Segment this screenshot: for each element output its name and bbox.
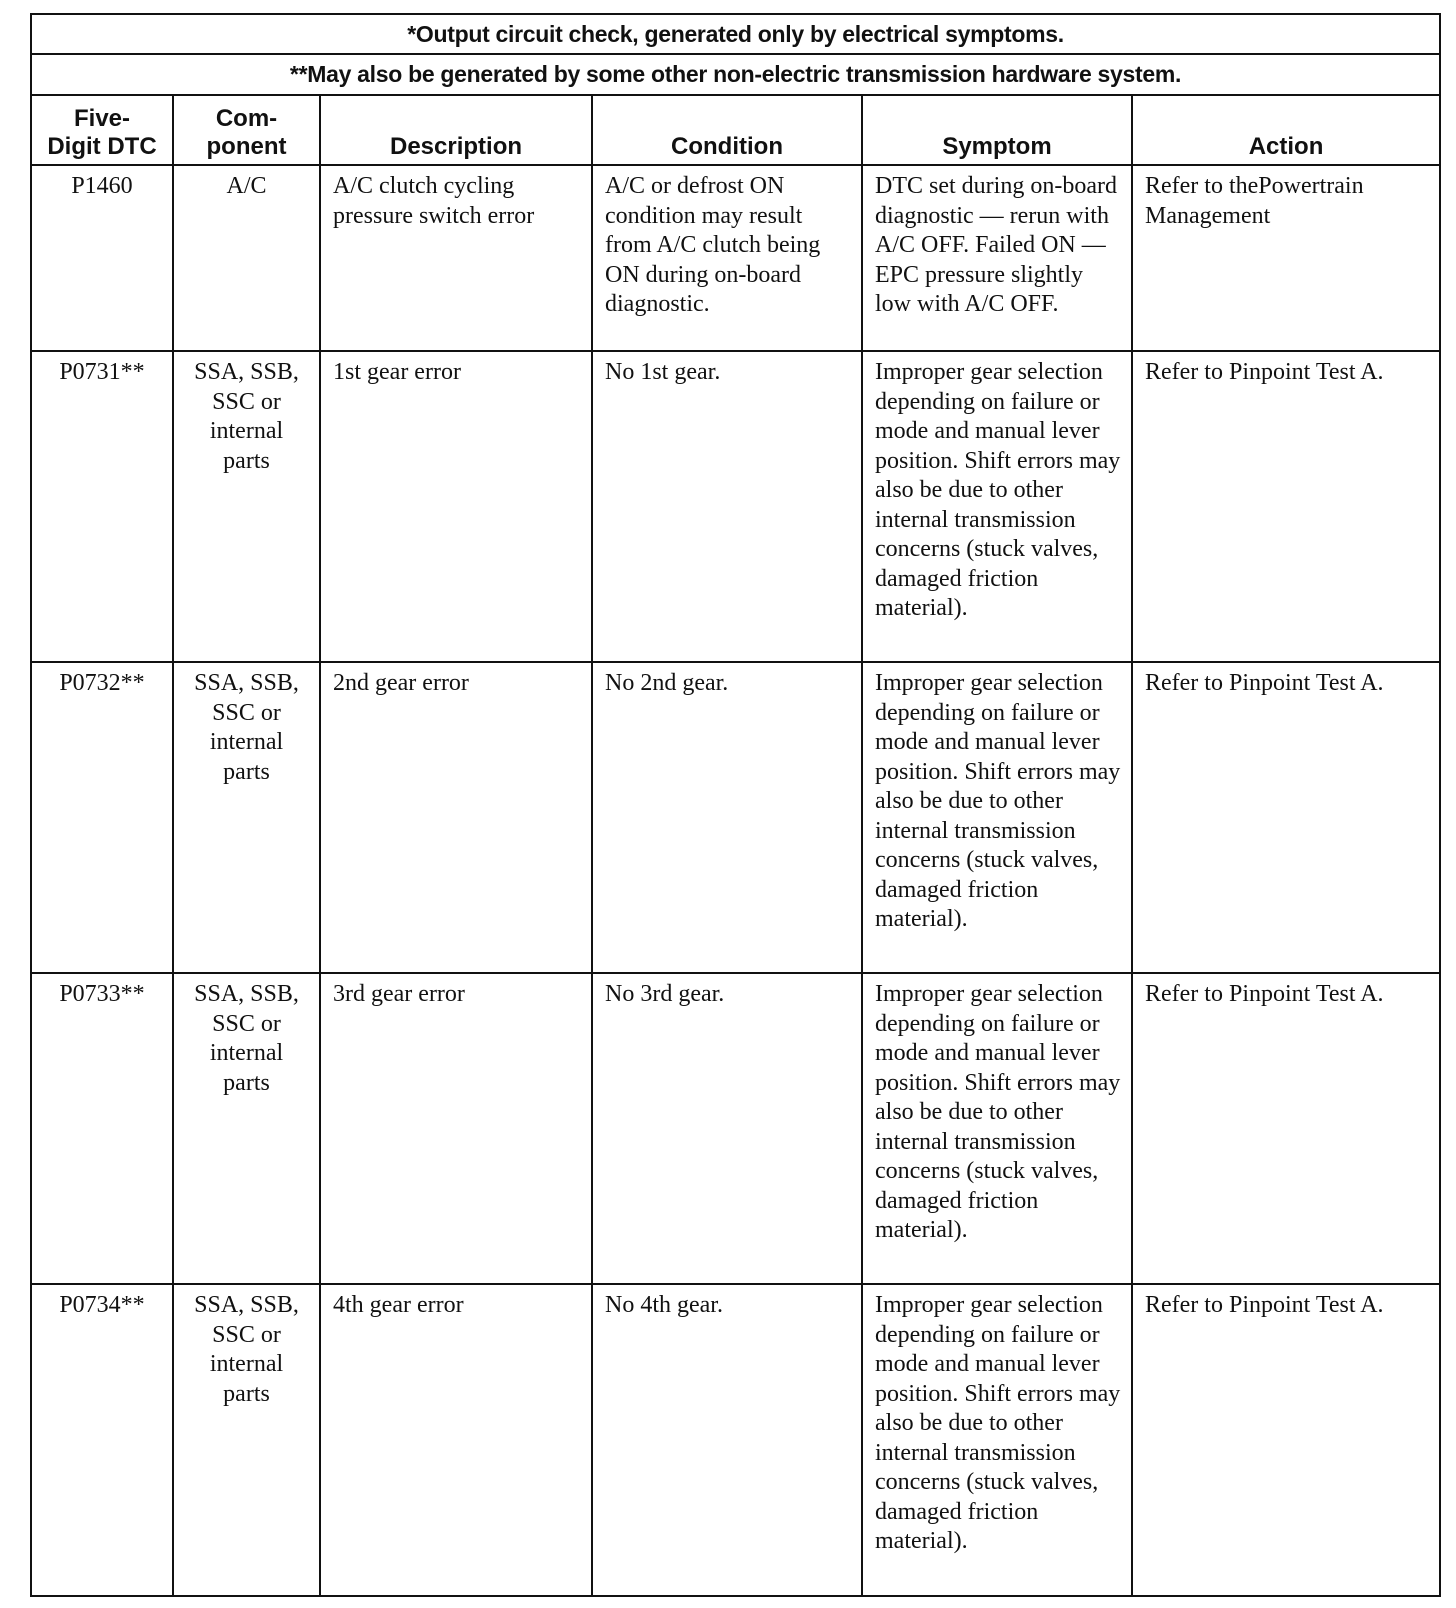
note-output-circuit: *Output circuit check, generated only by electrical symptoms. — [31, 14, 1440, 54]
table-row — [31, 165, 1440, 351]
component: SSA, SSB, SSC or internal parts — [173, 973, 320, 1284]
description: 4th gear error — [320, 1284, 592, 1596]
table-row — [31, 1284, 1440, 1596]
component: SSA, SSB, SSC or internal parts — [173, 351, 320, 662]
dtc-code: P0731** — [31, 351, 173, 662]
dtc-code: P1460 — [31, 165, 173, 351]
dtc-code: P0734** — [31, 1284, 173, 1596]
component: SSA, SSB, SSC or internal parts — [173, 1284, 320, 1596]
note-row-non-electric — [31, 54, 1440, 95]
description: 1st gear error — [320, 351, 592, 662]
condition: A/C or defrost ON condition may result from A/C clutch being ON during on-board diagnostic. — [592, 165, 862, 351]
note-non-electric: **May also be generated by some other non-electric transmission hardware system. — [31, 54, 1440, 95]
header-dtc: Five- Digit DTC — [31, 95, 173, 165]
note-row-output-circuit — [31, 14, 1440, 54]
dtc-code: P0733** — [31, 973, 173, 1284]
component: SSA, SSB, SSC or internal parts — [173, 662, 320, 973]
symptom: Improper gear selection depending on failure or mode and manual lever position. Shift errors may also be due to other internal transmission concerns (stuck valves, damaged friction material). — [862, 662, 1132, 973]
condition: No 4th gear. — [592, 1284, 862, 1596]
symptom: Improper gear selection depending on failure or mode and manual lever position. Shift errors may also be due to other internal transmission concerns (stuck valves, damaged friction material). — [862, 351, 1132, 662]
description: 3rd gear error — [320, 973, 592, 1284]
table-row — [31, 351, 1440, 662]
dtc-code: P0732** — [31, 662, 173, 973]
header-symptom: Symptom — [862, 95, 1132, 165]
action: Refer to Pinpoint Test A. — [1132, 351, 1440, 662]
action: Refer to Pinpoint Test A. — [1132, 973, 1440, 1284]
header-condition: Condition — [592, 95, 862, 165]
condition: No 1st gear. — [592, 351, 862, 662]
description: A/C clutch cycling pressure switch error — [320, 165, 592, 351]
header-action: Action — [1132, 95, 1440, 165]
description: 2nd gear error — [320, 662, 592, 973]
condition: No 2nd gear. — [592, 662, 862, 973]
action: Refer to thePowertrain Management — [1132, 165, 1440, 351]
symptom: DTC set during on-board diagnostic — rerun with A/C OFF. Failed ON — EPC pressure slightly low with A/C OFF. — [862, 165, 1132, 351]
table-row — [31, 662, 1440, 973]
header-component: Com- ponent — [173, 95, 320, 165]
header-row — [31, 95, 1440, 165]
header-description: Description — [320, 95, 592, 165]
component: A/C — [173, 165, 320, 351]
symptom: Improper gear selection depending on failure or mode and manual lever position. Shift errors may also be due to other internal transmission concerns (stuck valves, damaged friction material). — [862, 1284, 1132, 1596]
dtc-table — [30, 13, 1441, 1597]
action: Refer to Pinpoint Test A. — [1132, 662, 1440, 973]
symptom: Improper gear selection depending on failure or mode and manual lever position. Shift errors may also be due to other internal transmission concerns (stuck valves, damaged friction material). — [862, 973, 1132, 1284]
table-row — [31, 973, 1440, 1284]
action: Refer to Pinpoint Test A. — [1132, 1284, 1440, 1596]
condition: No 3rd gear. — [592, 973, 862, 1284]
